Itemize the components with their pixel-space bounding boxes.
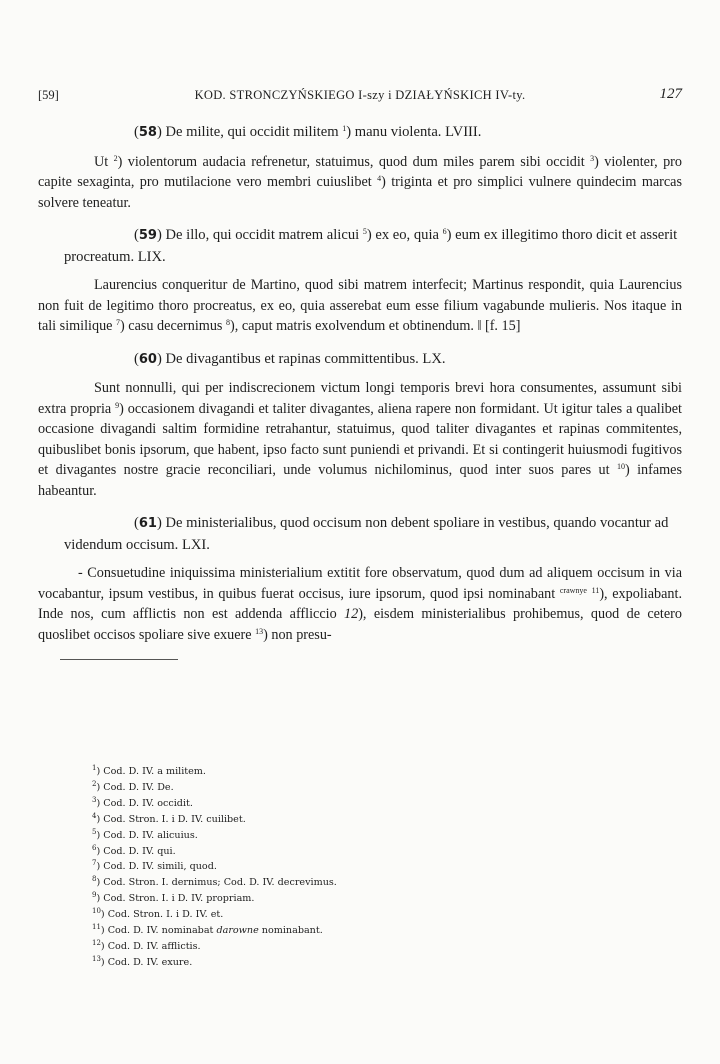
footnote: $^4$) Cod. Stron. I. i D. IV. cuilibet. [92,811,246,825]
section-text-59: Laurencius conqueritur de Martino, quod sibi matrem interfecit; Martinus respondit, quia Laurencius non fuit de legitimo thoro procreatus, ex eo, quia asserebat eum esse filium vagabunde mulieris. Nos itaque in tali similique $^7$) casu decernimus $^8$), caput matris exolvendum et obtinendum. ‖ [f. 15] [38,277,682,334]
footnote: $^6$) Cod. D. IV. qui. [92,843,176,857]
section-title-58: (58) De milite, qui occidit militem $^1$) manu violenta. LVIII. [134,124,482,140]
footnote: $^2$) Cod. D. IV. De. [92,779,174,793]
section-title-60: (60) De divagantibus et rapinas committentibus. LX. [134,350,446,367]
page-ref: [59] [38,88,59,102]
footnote: $^9$) Cod. Stron. I. i D. IV. propriam. [92,891,255,905]
footnote-divider [60,659,178,660]
main-text [38,122,682,645]
footnote: $^8$) Cod. Stron. I. dernimus; Cod. D. IV. decrevimus. [92,875,337,889]
running-title: KOD. STRONCZYŃSKIEGO I-szy i DZIAŁYŃSKICH IV-ty. [194,88,526,102]
running-header [38,88,682,108]
page-number: 127 [659,86,682,102]
section-title-59: (59) De illo, qui occidit matrem alicui $^5$) ex eo, quia $^6$) eum ex illegitimo thoro dicit et asserit procreatum. LIX. [64,227,678,265]
footnote: $^3$) Cod. D. IV. occidit. [92,795,193,809]
section-text-61: - Consuetudine iniquissima ministerialium extitit fore observatum, quod dum ad aliquem occisum in via vocabantur, ipsum vestibus, in quibus fuerat occisus, iure ipsorum, quod ipsi nominabant $^{crawnye}$ $^{11}$), expoliabant. Inde nos, cum afflictis non est addenda affliccio 12), eisdem ministerialibus prohibemus, quod de cetero quoslibet occisos spoliare sive exuere $^{13}$) non presu- [38,565,682,643]
footnote: $^{12}$) Cod. D. IV. afflictis. [92,938,201,952]
footnotes [92,764,337,971]
footnote: $^7$) Cod. D. IV. simili, quod. [92,859,217,873]
footnote: $^{10}$) Cod. Stron. I. i D. IV. et. [92,907,224,921]
section-text-58: Ut $^2$) violentorum audacia refrenetur, statuimus, quod dum miles parem sibi occidit $^3$) violenter, pro capite sexaginta, pro mutilacione vero membri cuiuslibet $^4$) triginta et pro simplici vulnere quindecim marcas solvere teneatur. [38,153,682,211]
footnote: $^{11}$) Cod. D. IV. nominabat darowne nominabant. [92,923,323,937]
footnote: $^{13}$) Cod. D. IV. exure. [92,954,193,968]
footnote: $^1$) Cod. D. IV. a militem. [92,764,206,777]
section-title-61: (61) De ministerialibus, quod occisum non debent spoliare in vestibus, quando vocantur ad videndum occisum. LXI. [64,515,669,553]
footnote: $^5$) Cod. D. IV. alicuius. [92,827,198,841]
section-text-60: Sunt nonnulli, qui per indiscrecionem victum longi temporis brevi hora consumentes, assumunt sibi extra propria $^9$) occasionem divagandi et taliter divagantes, aliena rapere non formidant. Ut igitur tales a qualibet occasione divagandi saltim formidine retrahantur, statuimus, quod taliter divagantes et rapinas commitentes, quibuslibet bonis ipsorum, que habent, ipso facto sunt puniendi et privandi. Et si contingerit huiusmodi fugitivos et divagantes nostre gracie reconciliari, unde volumus nichilominus, quod inter suos pares ut $^{10}$) infames habeantur. [38,380,682,499]
